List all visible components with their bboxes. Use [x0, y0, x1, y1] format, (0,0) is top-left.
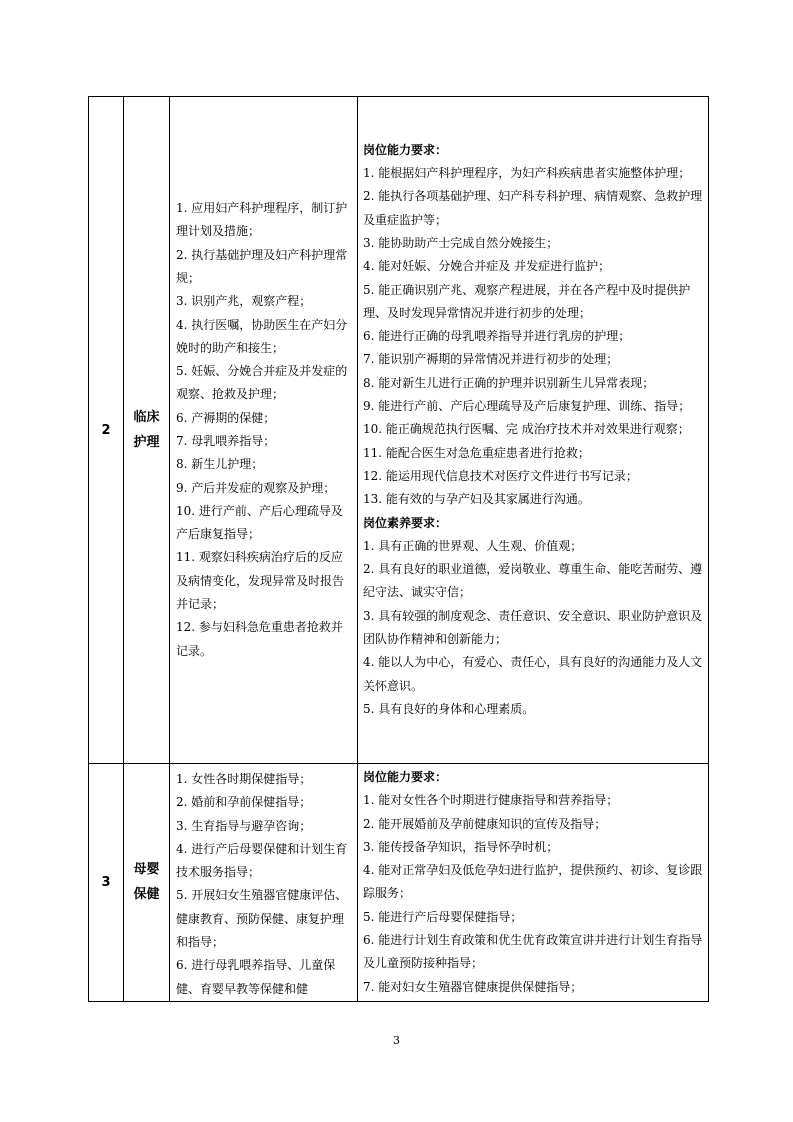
requirements-list [358, 764, 708, 999]
list-item: 1. 能根据妇产科护理程序，为妇产科疾病患者实施整体护理； [363, 166, 691, 181]
list-item: 6. 进行母乳喂养指导、儿童保健、育婴早教等保健和健 [176, 958, 336, 996]
list-item: 7. 能识别产褥期的异常情况并进行初步的处理； [363, 352, 619, 367]
list-item: 11. 观察妇科疾病治疗后的反应及病情变化，发现异常及时报告并记录； [176, 550, 345, 612]
list-item: 1. 具有正确的世界观、人生观、价值观； [363, 538, 583, 553]
list-item: 10. 进行产前、产后心理疏导及产后康复指导； [176, 503, 343, 542]
list-item: 7. 母乳喂养指导； [176, 434, 276, 448]
list-item: 3. 具有较强的制度观念、责任意识、安全意识、职业防护意识及团队协作精神和创新能力； [363, 608, 703, 647]
list-item: 3. 能协助助产士完成自然分娩接生； [363, 235, 559, 250]
list-item: 5. 能正确识别产兆、观察产程进展，并在各产程中及时提供护理、及时发现异常情况并进行初步的处理； [363, 282, 691, 320]
list-item: 8. 能对新生儿进行正确的护理并识别新生儿异常表现； [363, 375, 655, 390]
list-item: 3. 能传授备孕知识，指导怀孕时机； [363, 839, 559, 854]
list-item: 2. 能执行各项基础护理、妇产科专科护理、病情观察、急救护理及重症监护等； [363, 189, 703, 227]
requirements-cell [358, 97, 709, 764]
position-name-line: 临床 [133, 410, 160, 425]
ability-heading: 岗位能力要求： [363, 142, 448, 157]
list-item: 4. 能以人为中心，有爱心、责任心，具有良好的沟通能力及人文关怀意识。 [363, 655, 703, 693]
list-item: 8. 新生儿护理； [176, 457, 264, 472]
row-number: 3 [89, 764, 124, 1002]
list-item: 11. 能配合医生对急危重症患者进行抢救； [363, 445, 590, 460]
list-item: 5. 能进行产后母婴保健指导； [363, 909, 523, 924]
list-item: 7. 能对妇女生殖器官健康提供保健指导； [363, 979, 583, 994]
list-item: 4. 执行医嘱，协助医生在产妇分娩时的助产和接生； [176, 317, 348, 355]
position-name [124, 764, 170, 1002]
list-item: 2. 执行基础护理及妇产科护理常规； [176, 247, 348, 285]
position-name-line: 保健 [133, 887, 160, 903]
requirements-list [358, 139, 708, 721]
requirements-cell [358, 764, 709, 1002]
row-number: 2 [89, 97, 124, 764]
work-content-list [170, 197, 357, 663]
position-name [124, 97, 170, 764]
list-item: 1. 能对女性各个时期进行健康指导和营养指导； [363, 793, 619, 808]
list-item: 3. 生育指导与避孕咨询； [176, 818, 312, 833]
list-item: 12. 参与妇科急危重患者抢救并记录。 [176, 620, 343, 658]
curriculum-table [88, 96, 709, 1002]
list-item: 13. 能有效的与孕产妇及其家属进行沟通。 [363, 492, 590, 507]
list-item: 2. 能开展婚前及孕前健康知识的宣传及指导； [363, 816, 607, 831]
list-item: 9. 产后并发症的观察及护理； [176, 480, 336, 495]
list-item: 10. 能正确规范执行医嘱、完 成治疗技术并对效果进行观察； [363, 422, 690, 437]
position-name-line: 护理 [133, 435, 160, 450]
list-item: 5. 妊娠、分娩合并症及并发症的观察、抢救及护理； [176, 364, 348, 402]
list-item: 3. 识别产兆，观察产程； [176, 294, 312, 309]
table-row [89, 97, 709, 764]
position-name-line: 母婴 [133, 862, 160, 878]
list-item: 1. 应用妇产科护理程序，制订护理计划及措施； [176, 201, 348, 239]
list-item: 2. 婚前和孕前保健指导； [176, 795, 312, 810]
ability-heading: 岗位能力要求： [363, 770, 448, 784]
list-item: 4. 能对正常孕妇及低危孕妇进行监护，提供预约、初诊、复诊跟踪服务； [363, 863, 703, 901]
work-content-cell [170, 764, 358, 1002]
list-item: 5. 开展妇女生殖器官健康评估、健康教育、预防保健、康复护理和指导； [176, 888, 348, 950]
quality-heading: 岗位素养要求： [363, 515, 448, 530]
list-item: 6. 产褥期的保健； [176, 410, 276, 425]
list-item: 2. 具有良好的职业道德，爱岗敬业、尊重生命、能吃苦耐劳、遵纪守法、诚实守信； [363, 562, 703, 600]
list-item: 6. 能进行正确的母乳喂养指导并进行乳房的护理； [363, 329, 631, 344]
list-item: 4. 能对妊娠、分娩合并症及 并发症进行监护； [363, 259, 611, 274]
list-item: 6. 能进行计划生育政策和优生优育政策宣讲并进行计划生育指导及儿童预防接种指导； [363, 933, 703, 971]
list-item: 9. 能进行产前、产后心理疏导及产后康复护理、训练、指导； [363, 399, 691, 414]
page-number: 3 [393, 1034, 400, 1047]
table-row [89, 764, 709, 1002]
list-item: 4. 进行产后母婴保健和计划生育技术服务指导； [176, 841, 348, 880]
list-item: 12. 能运用现代信息技术对医疗文件进行书写记录； [363, 468, 638, 483]
work-content-cell [170, 97, 358, 764]
list-item: 1. 女性各时期保健指导； [176, 772, 312, 786]
list-item: 5. 具有良好的身体和心理素质。 [363, 701, 535, 716]
work-content-list [170, 764, 357, 1001]
